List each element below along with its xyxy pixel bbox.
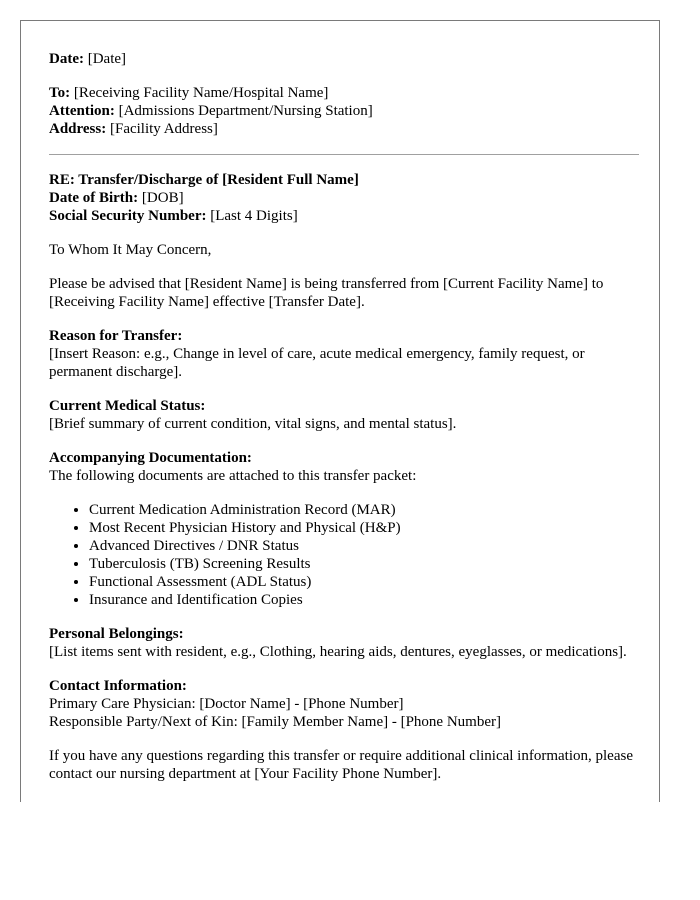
list-item: • Most Recent Physician History and Physical (H&P) xyxy=(89,519,639,537)
dob-value: [DOB] xyxy=(141,190,184,206)
address-label: Address: xyxy=(49,121,107,137)
documentation-heading: Accompanying Documentation: xyxy=(49,450,252,466)
medical-status-heading: Current Medical Status: xyxy=(49,398,206,414)
letter-content xyxy=(49,50,639,799)
address-line xyxy=(49,120,639,138)
list-item: • Advanced Directives / DNR Status xyxy=(89,537,639,555)
belongings-heading: Personal Belongings: xyxy=(49,626,184,642)
ssn-label: Social Security Number: xyxy=(49,208,207,224)
medical-status-section xyxy=(49,397,639,433)
reason-text: [Insert Reason: e.g., Change in level of care, acute medical emergency, family request, or permanent discharge]. xyxy=(49,346,585,380)
to-value: [Receiving Facility Name/Hospital Name] xyxy=(73,85,329,101)
to-label: To: xyxy=(49,85,71,101)
date-line xyxy=(49,50,639,68)
attention-line xyxy=(49,102,639,120)
header-divider xyxy=(49,154,639,155)
dob-label: Date of Birth: xyxy=(49,190,139,206)
intro-paragraph: Please be advised that [Resident Name] is being transferred from [Current Facility Name] to [Receiving Facility Name] effective [Transfer Date]. xyxy=(49,276,604,310)
re-subject: RE: Transfer/Discharge of [Resident Full Name] xyxy=(49,172,359,188)
documentation-section xyxy=(49,449,639,609)
contact-section xyxy=(49,677,639,731)
re-block xyxy=(49,171,639,225)
reason-section xyxy=(49,327,639,381)
contact-heading: Contact Information: xyxy=(49,678,187,694)
letter-page xyxy=(20,20,660,802)
date-label: Date: xyxy=(49,51,84,67)
belongings-text: [List items sent with resident, e.g., Clothing, hearing aids, dentures, eyeglasses, or medications]. xyxy=(49,644,627,660)
list-item: • Tuberculosis (TB) Screening Results xyxy=(89,555,639,573)
attention-label: Attention: xyxy=(49,103,115,119)
ssn-value: [Last 4 Digits] xyxy=(210,208,298,224)
dob-line xyxy=(49,189,639,207)
address-value: [Facility Address] xyxy=(109,121,218,137)
list-item: • Current Medication Administration Record (MAR) xyxy=(89,501,639,519)
responsible-party-line: Responsible Party/Next of Kin: [Family Member Name] - [Phone Number] xyxy=(49,714,501,730)
to-line xyxy=(49,84,639,102)
medical-status-text: [Brief summary of current condition, vital signs, and mental status]. xyxy=(49,416,457,432)
closing-paragraph: If you have any questions regarding this transfer or require additional clinical information, please contact our nursing department at [Your Facility Phone Number]. xyxy=(49,748,633,782)
documentation-text: The following documents are attached to this transfer packet: xyxy=(49,468,417,484)
ssn-line xyxy=(49,207,639,225)
letter-header xyxy=(49,50,639,138)
physician-line: Primary Care Physician: [Doctor Name] - [Phone Number] xyxy=(49,696,404,712)
date-value: [Date] xyxy=(87,51,127,67)
reason-heading: Reason for Transfer: xyxy=(49,328,183,344)
list-item: • Functional Assessment (ADL Status) xyxy=(89,573,639,591)
list-item: • Insurance and Identification Copies xyxy=(89,591,639,609)
salutation: To Whom It May Concern, xyxy=(49,242,212,258)
belongings-section xyxy=(49,625,639,661)
documentation-list xyxy=(49,501,639,609)
attention-value: [Admissions Department/Nursing Station] xyxy=(118,103,373,119)
